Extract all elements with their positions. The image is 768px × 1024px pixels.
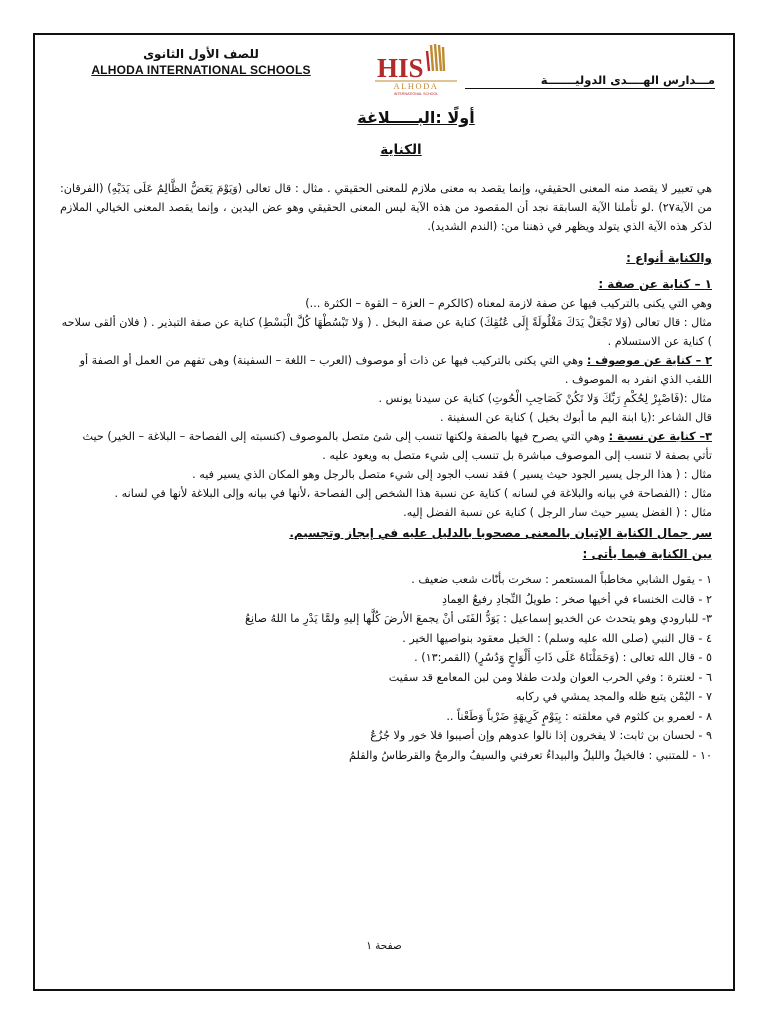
page-header [35, 35, 733, 97]
grade-label: للصف الأول الثانوى [143, 47, 259, 61]
type3-line: مثال : ( الفضل يسير حيث سار الرجل ) كناية عن نسبة الفضل إليه. [403, 506, 712, 519]
exercise-item: ١ - يقول الشابي مخاطباً المستعمر : سخرت بأنّات شعب ضعيف . [411, 573, 712, 586]
school-name-en: ALHODA INTERNATIONAL SCHOOLS [91, 63, 311, 77]
type3-line: مثال : (الفصاحة في بيانه والبلاغة في لسانه ) كناية عن نسبة هذا الشخص إلى الفصاحة ،لأنها في بيانه وإلى البلاغة لأنها في لسانه . [114, 487, 712, 500]
exercise-item: ٥ - قال الله تعالى : (وَحَمَلْنَاهُ عَلَى ذَاتِ أَلْوَاحٍ وَدُسُرٍ) (القمر:١٣) . [414, 651, 712, 664]
exercise-heading: بين الكناية فيما يأتى : [582, 547, 712, 561]
logo-subtext: ALHODA [393, 81, 439, 91]
type2-line: مثال :(فَاصْبِرْ لِحُكْمِ رَبِّكَ وَلا تَكُنْ كَصَاحِبِ الْحُوتِ) كناية عن سيدنا يونس . [378, 392, 712, 405]
exercise-item: ٨ - لعمرو بن كلثوم في معلقته : بِيَوْمٍ كَرِيهَةٍ ضَرْباً وَطَعْناً .. [446, 709, 712, 723]
logo-text: HIS [377, 53, 424, 83]
page-frame [33, 33, 735, 991]
school-name-ar: مـــدارس الهــــدى الدوليـــــــة [465, 73, 715, 89]
type2-heading: ٢ – كناية عن موصوف : [586, 354, 712, 367]
type1-line: مثال : قال تعالى (وَلا تَجْعَلْ يَدَكَ مَغْلُولَةً إِلَى عُنُقِكَ) كناية عن صفة البخل . ( وَلا تَبْسُطْهَا كُلَّ الْبَسْطِ) كناية عن صفة التبذير . ( فلان ألقى سلاحه ) كناية عن الاستسلام . [61, 316, 712, 348]
type2-line: قال الشاعر :(يا ابنة اليم ما أبوك بخيل ) كناية عن السفينة . [440, 411, 712, 424]
exercise-item: ٤ - قال النبي (صلى الله عليه وسلم) : الخيل معقود بنواصيها الخير . [402, 631, 712, 645]
exercise-list [60, 570, 712, 765]
section-subtitle: الكناية [380, 142, 422, 158]
logo-book-icon [427, 44, 444, 71]
exercise-item: ٦ - لعنترة : وفي الحرب العوان ولدت طفلا ومن لبن المعامع قد سقيت [388, 670, 712, 684]
type3-heading: ٣– كناية عن نسبة : [608, 430, 712, 443]
beauty-rule: سر جمال الكناية الإتيان بالمعنى مصحوبا بالدليل عليه في إيجاز وتجسيم. [289, 526, 712, 540]
exercise-item: ٣- للبارودي وهو يتحدث عن الخديو إسماعيل : يَوَدُّ الفَتَى أنْ يجمعَ الأرضَ كُلَّها إليهِ ولمَّا يَدْرِ ما اللهُ صانِعُ [244, 612, 712, 625]
type3-line: مثال : ( هذا الرجل يسير الجود حيث يسير ) فقد نسب الجود إلى شيء متصل بالرجل وهو المكان الذي يسير فيه . [192, 468, 712, 481]
types-heading: والكناية أنواع : [626, 251, 712, 265]
type2-line: وهي التي يكنى بالتركيب فيها عن ذات أو موصوف (العرب – اللغة – السفينة) وهى تفهم من العمل أو الصفة أو اللقب الذي انفرد به الموصوف . [79, 354, 712, 386]
type1-line: وهي التي يكنى بالتركيب فيها عن صفة لازمة لمعناه (كالكرم – العزة – القوة – الكثرة ...) [305, 297, 712, 310]
type3-line: وهي التي يصرح فيها بالصفة ولكنها تنسب إلى شئ متصل بالموصوف (كنسبته إلى الفصاحة – البلاغة – الخير) حيث تأتي بصفة لا تنسب إلى الموصوف مباشرة بل تنسب إلى شيء متصل به ويعود عليه . [82, 430, 712, 462]
lesson-content [60, 105, 712, 765]
logo-subtext-2: INTERNATIONAL SCHOOL [393, 92, 439, 96]
exercise-item: ١٠ - للمتنبي : فالخيلُ والليلُ والبيداءُ تعرفني والسيفُ والرمحُ والقرطاسُ والقلمُ [349, 748, 712, 762]
exercise-item: ٩ - لحسان بن ثابت: لا يفخرون إذا نالوا عدوهم وإن أصيبوا فلا خور ولا جُزُعُ [370, 729, 712, 742]
type1-heading: ١ – كناية عن صفة : [598, 277, 712, 291]
definition-paragraph: هي تعبير لا يقصد منه المعنى الحقيقي، وإنما يقصد به معنى ملازم للمعنى الحقيقي . مثال : قال تعالى (وَيَوْمَ يَعَضُّ الظَّالِمُ عَلَى يَدَيْهِ) (الفرقان: من الآية٢٧) .لو تأملنا الآية السابقة نجد أن المقصود من هذه الآية ليس المعنى الحقيقي وهو عض اليدين ، وإنما يقصد المعنى الخيالي الملازم لذكر هذه الآية الذي يتولد ويظهر في ذهننا من: (الندم الشديد). [60, 182, 712, 233]
school-logo [371, 41, 461, 97]
exercise-item: ٢ - قالت الخنساء في أخيها صخر : طويلُ النِّجادِ رفيعُ العِمادِ [441, 592, 712, 606]
page-title: أولًا :البـــــلاغة [357, 108, 475, 127]
exercise-item: ٧ - اليُمْن يتبع ظله والمجد يمشي في ركابه [515, 690, 712, 703]
header-left [91, 47, 311, 77]
page-number: صفحة ١ [366, 940, 402, 952]
